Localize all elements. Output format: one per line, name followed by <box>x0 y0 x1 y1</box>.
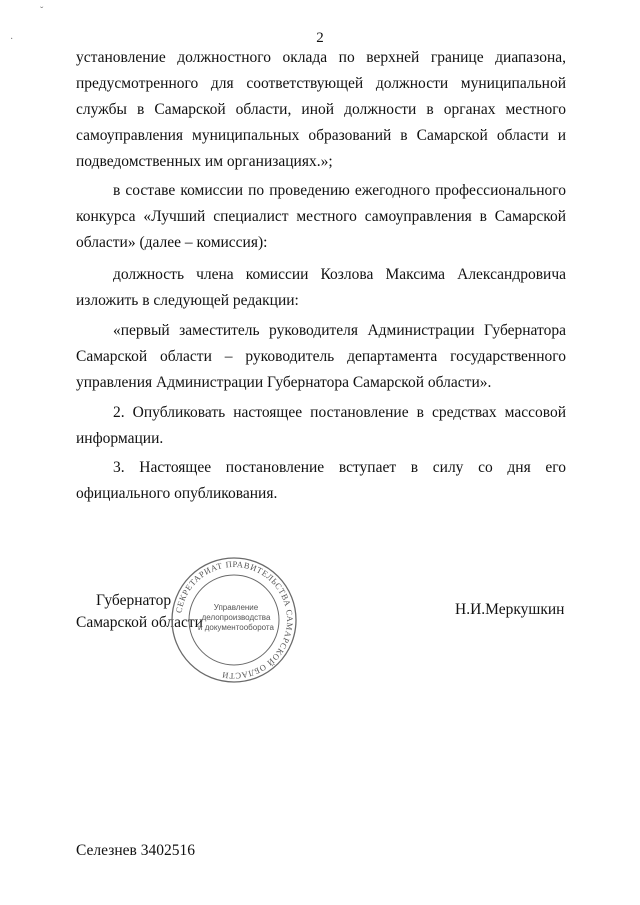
paragraph-item-2: 2. Опубликовать настоящее постановление в средствах массовой информации. <box>76 404 566 447</box>
svg-text:Управление: Управление <box>213 603 259 612</box>
scan-mark: · <box>10 34 14 45</box>
official-seal-stamp <box>170 556 298 684</box>
paragraph-new-wording: «первый заместитель руководителя Администрации Губернатора Самарской области – руководитель департамента государственного управления Администрации Губернатора Самарской области». <box>76 322 566 391</box>
executor-info: Селезнев 3402516 <box>76 842 195 859</box>
page-number: 2 <box>316 30 324 46</box>
svg-text:и документооборота: и документооборота <box>198 623 274 632</box>
paragraph-member-position: должность члена комиссии Козлова Максима Александровича изложить в следующей редакции: <box>76 266 566 309</box>
signatory-name: Н.И.Меркушкин <box>455 601 565 618</box>
paragraph-continuation: установление должностного оклада по верхней границе диапазона, предусмотренного для соответствующей должности муниципальной службы в Самарской области, иной должности в органах местного самоуправления муниципальных образований в Самарской области и подведомственных им организациях.»; <box>76 49 566 170</box>
paragraph-item-3: 3. Настоящее постановление вступает в силу со дня его официального опубликования. <box>76 459 566 502</box>
paragraph-commission: в составе комиссии по проведению ежегодного профессионального конкурса «Лучший специалист местного самоуправления в Самарской области» (далее – комиссия): <box>76 182 566 251</box>
signature-title-line2: Самарской области <box>76 614 203 631</box>
svg-text:СЕКРЕТАРИАТ ПРАВИТЕЛЬСТВА САМА: СЕКРЕТАРИАТ ПРАВИТЕЛЬСТВА САМАРСКОЙ ОБЛАСТИ <box>173 558 296 682</box>
svg-text:делопроизводства: делопроизводства <box>201 613 271 622</box>
signature-title-line1: Губернатор <box>96 592 172 609</box>
scan-mark: ˇ <box>40 6 44 17</box>
